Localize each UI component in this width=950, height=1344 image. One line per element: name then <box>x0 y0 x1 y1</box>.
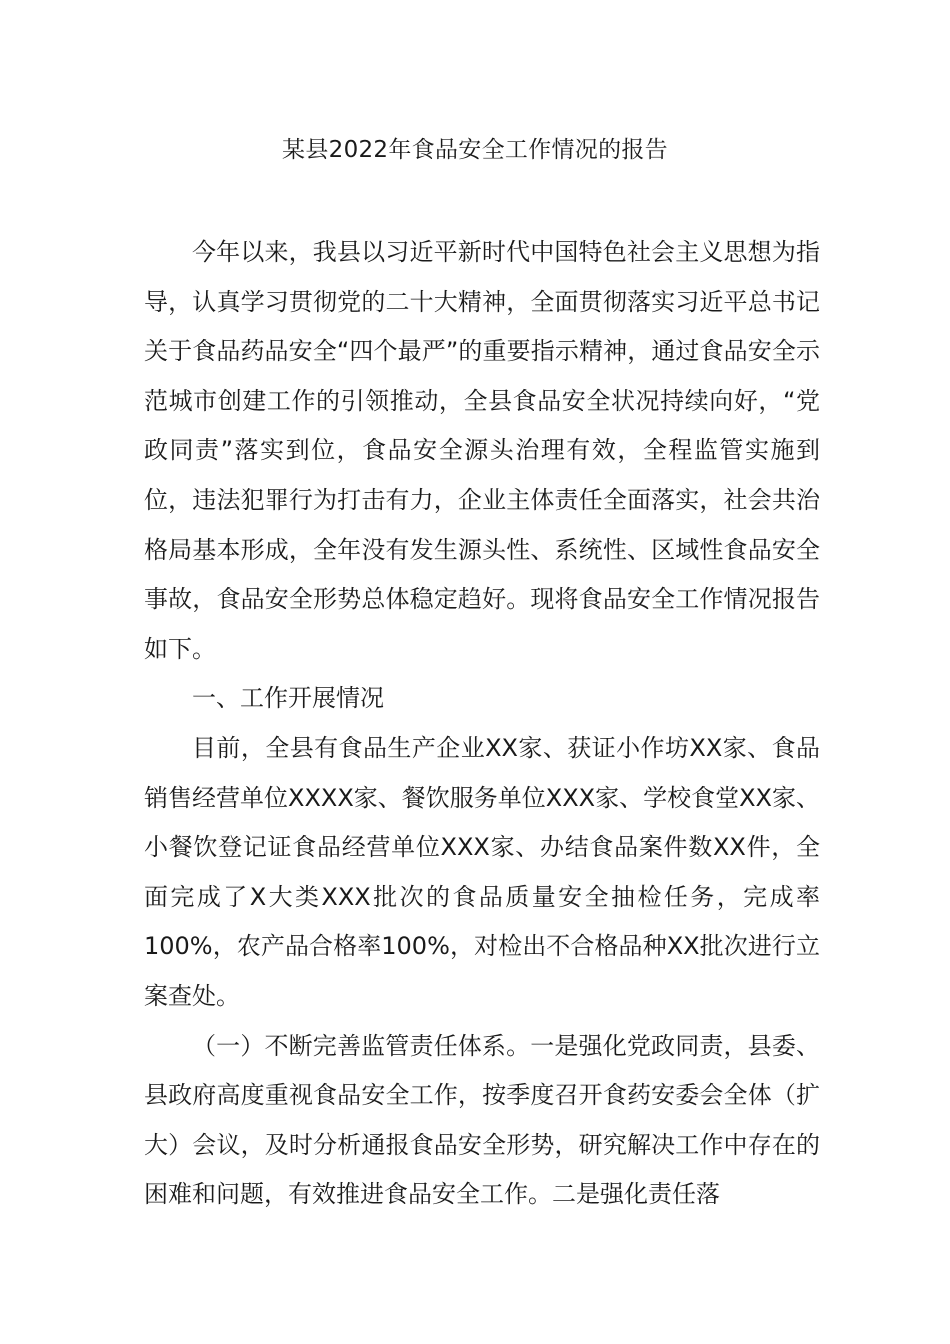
document-body <box>144 228 820 1220</box>
section-heading: 一、工作开展情况 <box>192 684 384 713</box>
paragraph-intro: 今年以来，我县以习近平新时代中国特色社会主义思想为指导，认真学习贯彻党的二十大精神，全面贯彻落实习近平总书记关于食品药品安全“四个最严”的重要指示精神，通过食品安全示范城市创建工作的引领推动，全县食品安全状况持续向好，“党政同责”落实到位，食品安全源头治理有效，全程监管实施到位，违法犯罪行为打击有力，企业主体责任全面落实，社会共治格局基本形成，全年没有发生源头性、系统性、区域性食品安全事故，食品安全形势总体稳定趋好。现将食品安全工作情况报告如下。 <box>144 238 820 663</box>
document-title: 某县2022年食品安全工作情况的报告 <box>282 137 668 163</box>
paragraph-statistics: 目前，全县有食品生产企业XX家、获证小作坊XX家、食品销售经营单位XXXX家、餐饮服务单位XXX家、学校食堂XX家、小餐饮登记证食品经营单位XXX家、办结食品案件数XX件，全面完成了X大类XXX批次的食品质量安全抽检任务，完成率100%，农产品合格率100%，对检出不合格品种XX批次进行立案查处。 <box>144 733 820 1010</box>
paragraph-subsection-one: （一）不断完善监管责任体系。一是强化党政同责，县委、县政府高度重视食品安全工作，按季度召开食药安委会全体（扩大）会议，及时分析通报食品安全形势，研究解决工作中存在的困难和问题，有效推进食品安全工作。二是强化责任落 <box>144 1031 820 1209</box>
